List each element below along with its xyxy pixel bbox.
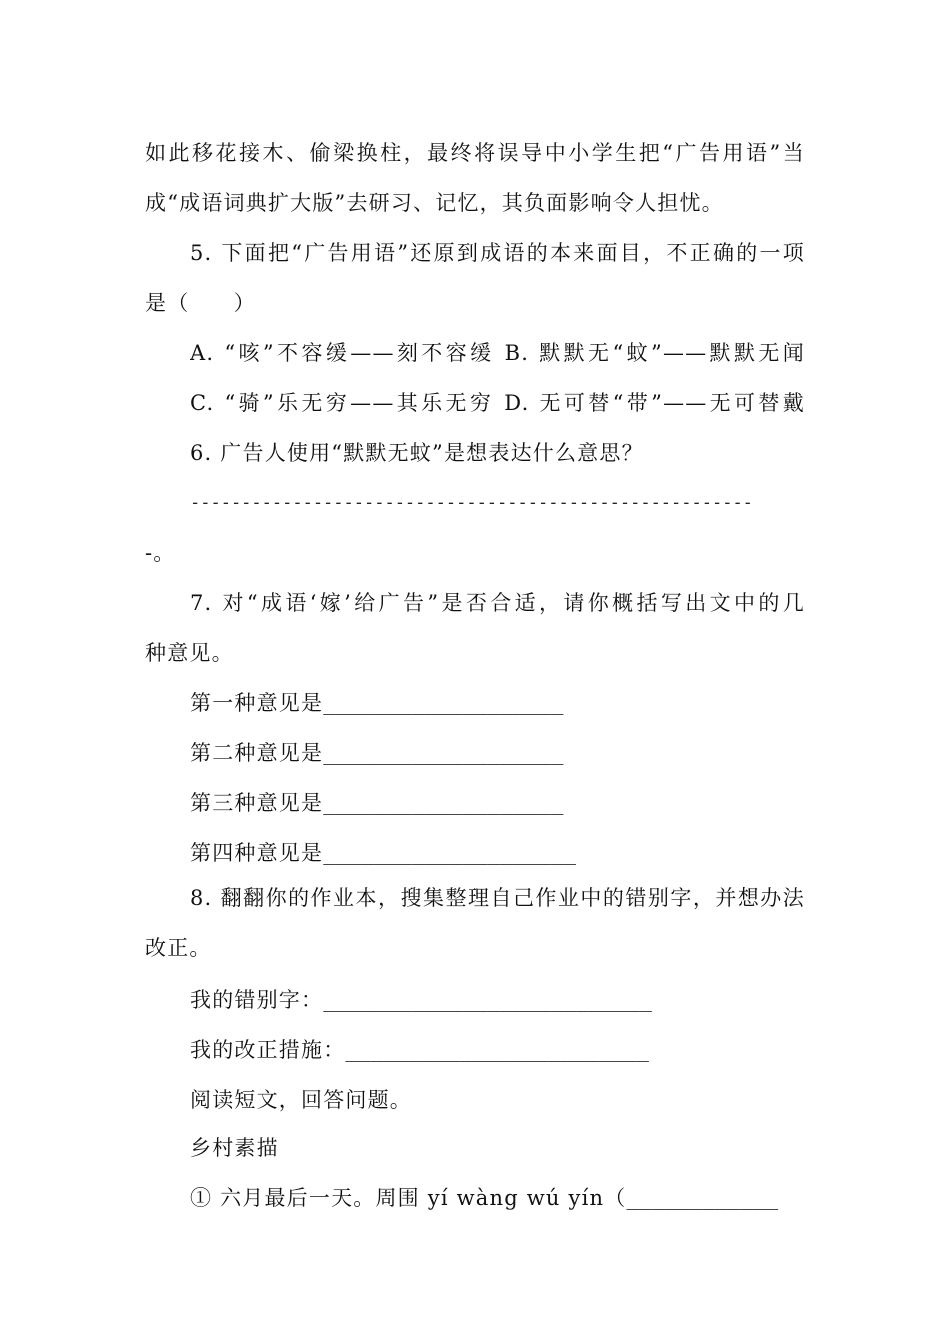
fix-blank[interactable]: ________________________ <box>345 1038 649 1062</box>
typo-row <box>190 985 805 1015</box>
question-5-stem: 5. 下面把“广告用语”还原到成语的本来面目，不正确的一项 <box>190 241 805 265</box>
opinion-2-label: 第二种意见是 <box>190 741 324 765</box>
opinion-1-label: 第一种意见是 <box>190 691 324 715</box>
opinion-4-label: 第四种意见是 <box>190 841 324 865</box>
typo-label: 我的错别字： <box>190 988 324 1012</box>
paragraph-line: 如此移花接木、偷梁换柱，最终将误导中小学生把“广告用语”当 <box>145 141 805 165</box>
essay-title: 乡村素描 <box>190 1136 279 1160</box>
fix-row <box>190 1035 805 1065</box>
opinion-2-blank[interactable]: ___________________ <box>323 741 564 765</box>
question-8-stem: 8. 翻翻你的作业本，搜集整理自己作业中的错别字，并想办法 <box>190 886 805 910</box>
question-8-stem-end: 改正。 <box>145 936 212 960</box>
opinion-2-row <box>190 738 805 768</box>
essay-paragraph-1-blank[interactable]: ____________ <box>626 1186 779 1210</box>
answer-blank-line[interactable]: ------------------------------------------------------- <box>190 493 753 513</box>
opinion-3-row <box>190 788 805 818</box>
opinion-3-label: 第三种意见是 <box>190 791 324 815</box>
question-5-stem-end: 是（ ） <box>145 291 256 315</box>
opinion-4-blank[interactable]: ____________________ <box>323 841 577 865</box>
essay-paragraph-1 <box>190 1183 805 1213</box>
question-7-stem: 7. 对“成语‘嫁’给广告”是否合适，请你概括写出文中的几 <box>190 591 805 615</box>
typo-blank[interactable]: __________________________ <box>323 988 652 1012</box>
opinion-1-row <box>190 688 805 718</box>
question-7-stem-end: 种意见。 <box>145 641 234 665</box>
question-6: 6. 广告人使用“默默无蚊”是想表达什么意思？ <box>190 441 644 465</box>
fix-label: 我的改正措施： <box>190 1038 346 1062</box>
opinion-1-blank[interactable]: ___________________ <box>323 691 564 715</box>
question-5-options-ab: A. “咳”不容缓——刻不容缓 B. 默默无“蚊”——默默无闻 <box>190 341 805 365</box>
reading-instruction: 阅读短文，回答问题。 <box>190 1088 412 1112</box>
paragraph-line: 成“成语词典扩大版”去研习、记忆，其负面影响令人担忧。 <box>145 191 724 215</box>
question-5-options-cd: C. “骑”乐无穷——其乐无穷 D. 无可替“带”——无可替戴 <box>190 391 805 415</box>
answer-blank-end: -。 <box>145 541 176 565</box>
opinion-3-blank[interactable]: ___________________ <box>323 791 564 815</box>
opinion-4-row <box>190 838 805 868</box>
essay-paragraph-1-text: ① 六月最后一天。周围 yí wàng wú yín（ <box>190 1186 627 1210</box>
